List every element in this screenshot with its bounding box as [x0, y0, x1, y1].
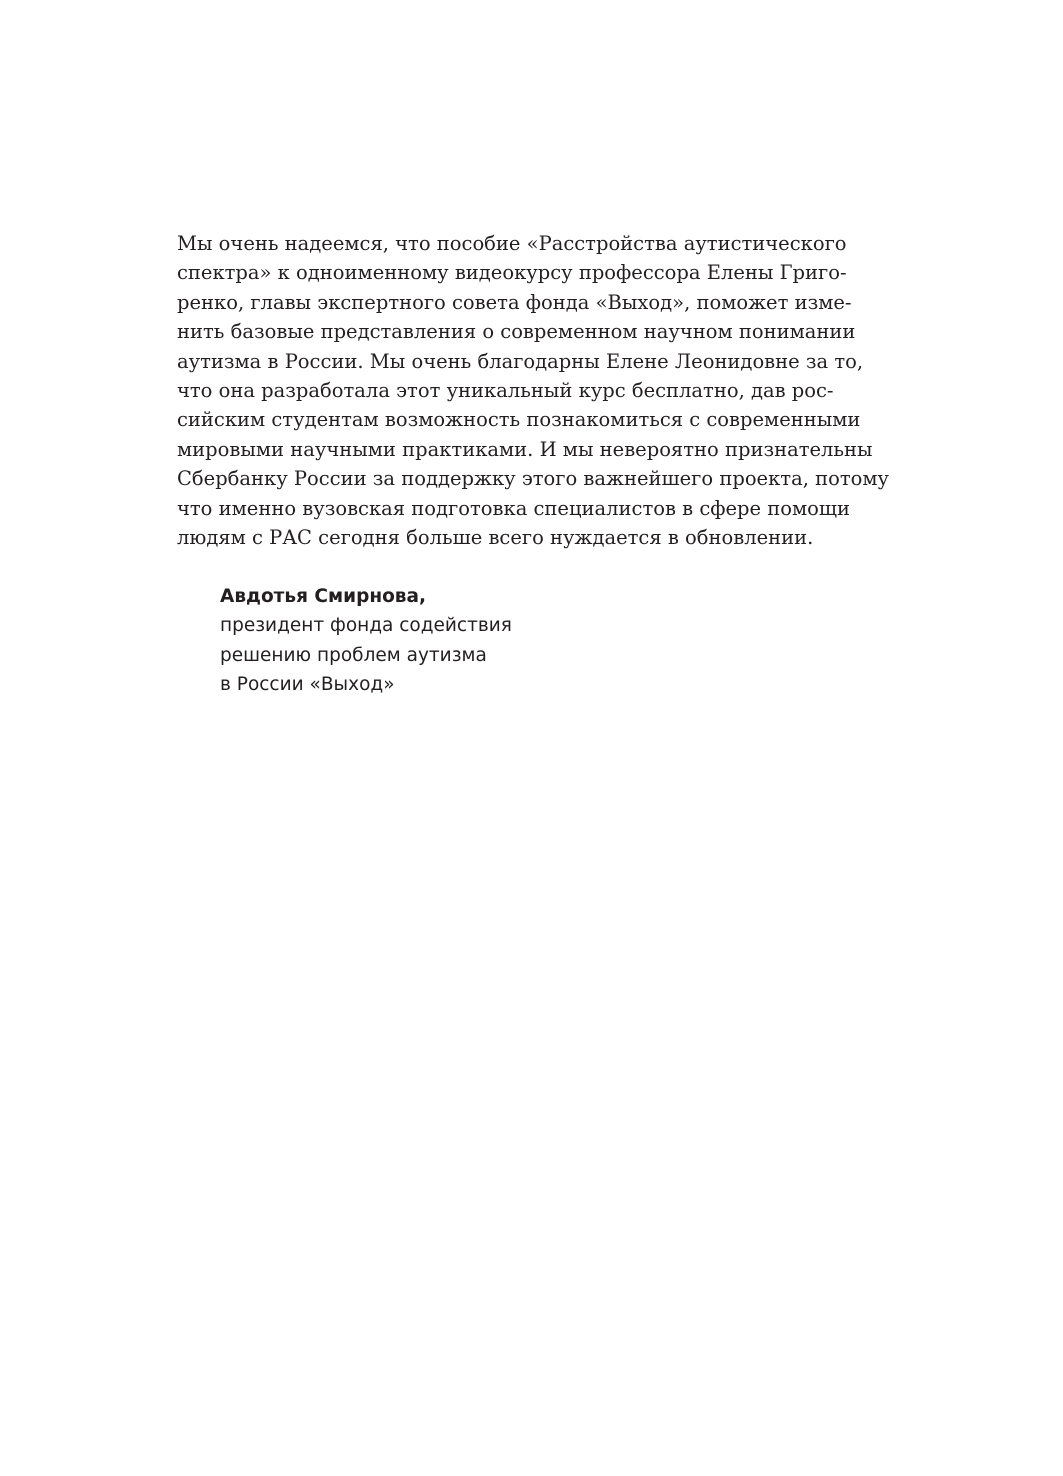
body-line: людям с РАС сегодня больше всего нуждается в обновлении.	[177, 526, 814, 550]
body-line: мировыми научными практиками. И мы невероятно признательны	[177, 437, 873, 461]
body-line: нить базовые представления о современном научном понимании	[177, 320, 856, 344]
body-line: Сбербанку России за поддержку этого важнейшего проекта, потому	[177, 467, 889, 491]
body-line: аутизма в России. Мы очень благодарны Елене Леонидовне за то,	[177, 349, 864, 373]
signature-title-line: в России «Выход»	[220, 674, 395, 696]
signature-title-line: президент фонда содействия	[220, 615, 512, 637]
body-line: сийским студентам возможность познакомиться с современными	[177, 408, 861, 432]
body-line: спектра» к одноименному видеокурсу профессора Елены Григо-	[177, 261, 847, 285]
body-line: что она разработала этот уникальный курс бесплатно, дав рос-	[177, 379, 834, 403]
body-line: что именно вузовская подготовка специалистов в сфере помощи	[177, 496, 851, 520]
signature-title-line: решению проблем аутизма	[220, 644, 487, 666]
signature-name: Авдотья Смирнова,	[220, 586, 427, 607]
signature-block	[220, 582, 640, 700]
body-paragraph	[177, 229, 889, 552]
body-line: Мы очень надеемся, что пособие «Расстройства аутистического	[177, 232, 847, 255]
body-line: ренко, главы экспертного совета фонда «Выход», поможет изме-	[177, 290, 852, 314]
